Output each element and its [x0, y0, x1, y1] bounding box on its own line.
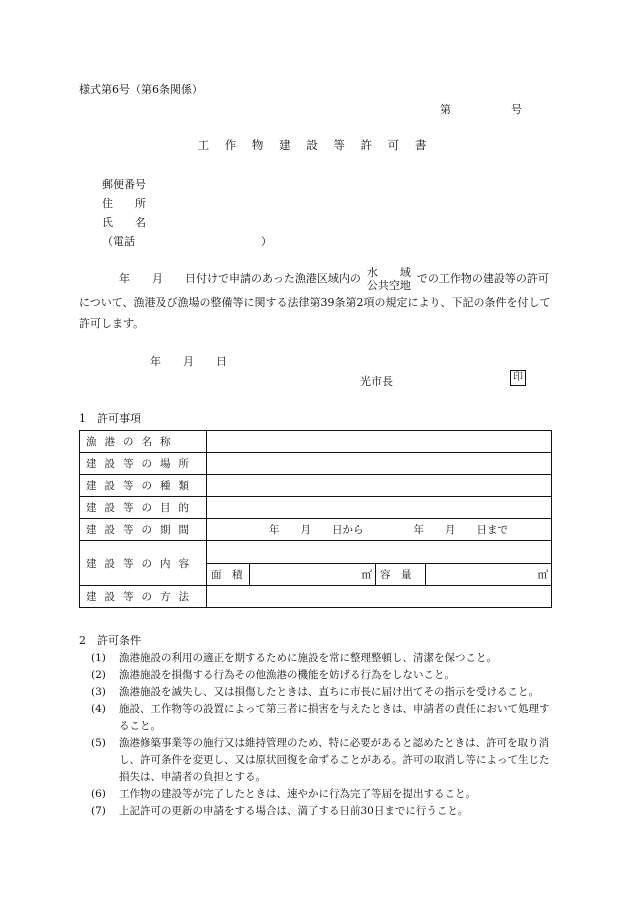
period-cell [207, 519, 552, 541]
list-item [91, 735, 556, 786]
list-item [91, 701, 556, 735]
recipient-block [102, 175, 272, 251]
table-row [80, 475, 552, 497]
body-part2: での工作物の建設等の許可について、漁港及び漁場の整備等に関する法律第39条第2項の規定により、下記の条件を付して許可します。 [79, 272, 551, 330]
table-row [80, 431, 552, 453]
row-label: 建設等の内容 [80, 541, 207, 586]
condition-number: (4) [91, 703, 106, 715]
row-value [207, 541, 552, 564]
permit-body-text [79, 266, 557, 334]
list-item [91, 684, 556, 701]
row-value [207, 431, 552, 453]
phone-close: ） [261, 235, 272, 248]
name-label: 氏 名 [102, 216, 146, 229]
condition-text: 工作物の建設等が完了したときは、速やかに行為完了等届を提出すること。 [119, 788, 476, 800]
row-value [207, 453, 552, 475]
row-label: 建設等の期間 [80, 519, 207, 541]
condition-text: 漁港修築事業等の施行又は維持管理のため、特に必要があると認めたときは、許可を取り消し、許可条件を変更し、又は原状回復を命ずることがある。許可の取消し等によって生じた損失は、申請者の負担とする。 [119, 737, 550, 783]
seal-mark: 印 [510, 370, 526, 386]
document-title: 工 作 物 建 設 等 許 可 書 [197, 138, 433, 152]
mayor-title: 光市長 [360, 375, 393, 388]
list-item [91, 667, 556, 684]
condition-number: (7) [91, 805, 106, 817]
water-bottom: 公共空地 [366, 279, 411, 292]
address-label: 住 所 [102, 197, 146, 210]
form-number: 様式第6号（第6条関係） [79, 83, 203, 96]
row-label: 建設等の目的 [80, 497, 207, 519]
area-label: 面 積 [207, 563, 250, 586]
water-top: 水 域 [366, 266, 411, 279]
period-to: 年 月 日まで [413, 524, 508, 536]
condition-text: 施設、工作物等の設置によって第三者に損害を与えたときは、申請者の責任において処理すること。 [119, 703, 550, 732]
water-area-choice [367, 266, 411, 292]
volume-label: 容 量 [376, 563, 426, 586]
row-label: 建設等の種類 [80, 475, 207, 497]
section2-title: 2 許可条件 [79, 634, 141, 647]
table-row [80, 586, 552, 608]
condition-text: 漁港施設を滅失し、又は損傷したときは、直ちに市長に届け出てその指示を受けること。 [119, 686, 539, 698]
condition-text: 漁港施設の利用の適正を期するために施設を常に整理整頓し、清潔を保つこと。 [119, 652, 497, 664]
row-value [207, 497, 552, 519]
row-label: 建設等の方法 [80, 586, 207, 608]
conditions-list [91, 650, 556, 820]
number-dai: 第 [440, 103, 451, 116]
row-value [207, 475, 552, 497]
condition-number: (3) [91, 686, 106, 698]
issue-date: 年 月 日 [150, 355, 227, 368]
row-label: 建設等の場所 [80, 453, 207, 475]
list-item [91, 803, 556, 820]
postal-label: 郵便番号 [102, 178, 146, 191]
list-item [91, 786, 556, 803]
list-item [91, 650, 556, 667]
area-unit: ㎡ [250, 563, 376, 586]
phone-open: （電話 [102, 235, 135, 248]
table-row [80, 541, 552, 564]
table-row [80, 519, 552, 541]
table-row [80, 497, 552, 519]
condition-number: (2) [91, 669, 106, 681]
section1-title: 1 許可事項 [79, 412, 141, 425]
number-go: 号 [511, 103, 522, 116]
table-row [80, 453, 552, 475]
phone-line [102, 232, 272, 251]
period-from: 年 月 日から [269, 524, 364, 536]
condition-number: (1) [91, 652, 106, 664]
condition-text: 漁港施設を損傷する行為その他漁港の機能を妨げる行為をしないこと。 [119, 669, 455, 681]
body-part1: 年 月 日付けで申請のあった漁港区域内の [119, 272, 361, 285]
condition-text: 上記許可の更新の申請をする場合は、満了する日前30日までに行うこと。 [119, 805, 469, 817]
condition-number: (6) [91, 788, 106, 800]
row-value [207, 586, 552, 608]
row-label: 漁港の名称 [80, 431, 207, 453]
condition-number: (5) [91, 737, 106, 749]
volume-unit: ㎥ [426, 563, 552, 586]
permit-table [79, 430, 552, 608]
